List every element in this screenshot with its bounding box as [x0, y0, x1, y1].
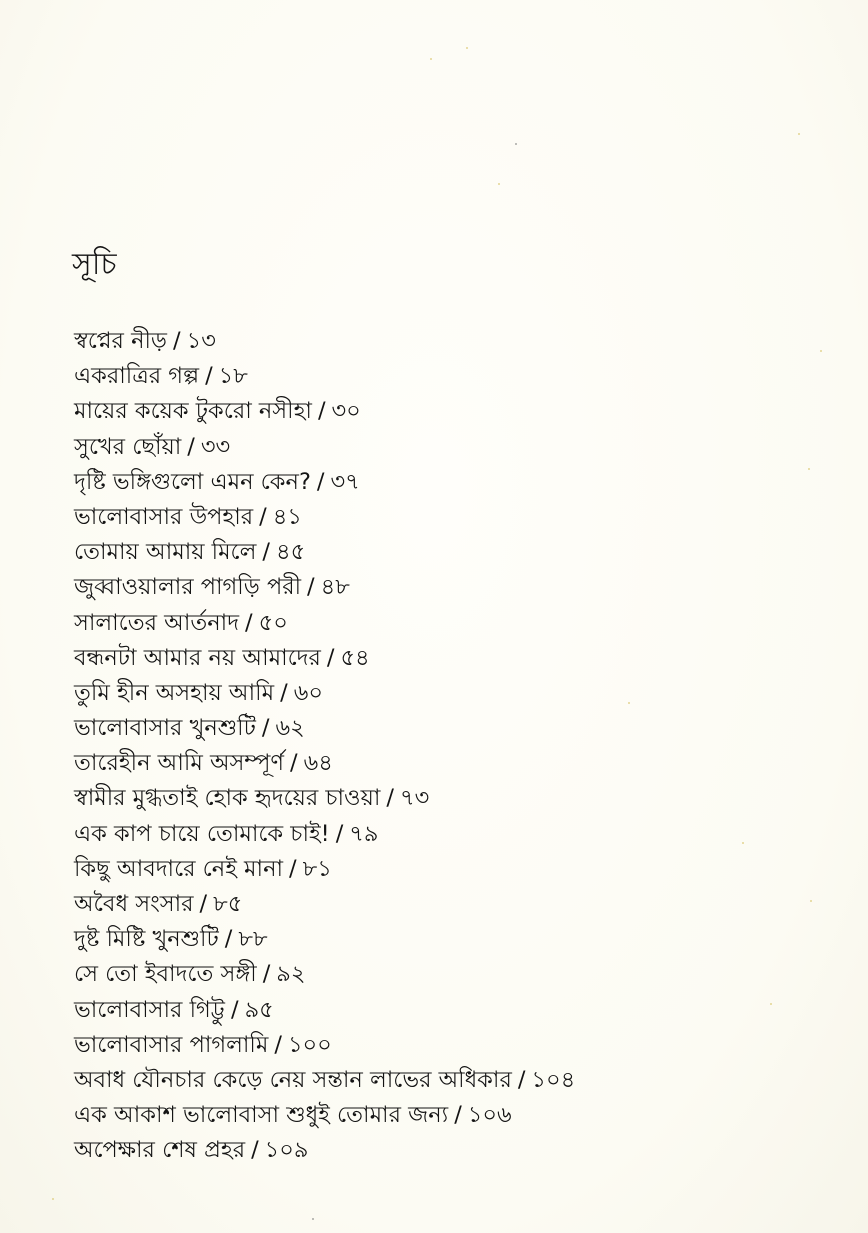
toc-entry-page: ৪৮	[320, 574, 350, 601]
paper-speck	[515, 143, 517, 145]
toc-entry-title: স্বপ্নের নীড়	[74, 328, 167, 354]
toc-entry-title: তুমি হীন অসহায় আমি	[74, 679, 275, 706]
toc-entry: স্বামীর মুগ্ধতাই হোক হৃদয়ের চাওয়া / ৭৩	[74, 785, 430, 812]
toc-entry-page: ৬২	[275, 715, 305, 742]
toc-entry: একরাত্রির গল্প / ১৮	[74, 363, 248, 390]
toc-entry: এক আকাশ ভালোবাসা শুধুই তোমার জন্য / ১০৬	[74, 1102, 512, 1129]
toc-entry: কিছু আবদারে নেই মানা / ৮১	[74, 855, 332, 882]
toc-entry-title: জুব্বাওয়ালার পাগড়ি পরী	[74, 574, 302, 601]
toc-entry: বন্ধনটা আমার নয় আমাদের / ৫৪	[74, 644, 370, 671]
toc-entry: সে তো ইবাদতে সঙ্গী / ৯২	[74, 961, 306, 988]
toc-entry-title: কিছু আবদারে নেই মানা	[74, 855, 284, 882]
toc-entry: মায়ের কয়েক টুকরো নসীহা / ৩০	[74, 398, 361, 425]
toc-entry-page: ৬৪	[303, 750, 333, 777]
toc-entry-title: এক কাপ চায়ে তোমাকে চাই!	[74, 820, 330, 847]
toc-entry: সুখের ছোঁয়া / ৩৩	[74, 433, 231, 460]
toc-entry: ভালোবাসার খুনশুটি / ৬২	[74, 715, 305, 742]
toc-entry: তোমায় আমায় মিলে / ৪৫	[74, 539, 306, 566]
toc-entry-page: ৫০	[258, 609, 288, 636]
toc-entry-title: অপেক্ষার শেষ প্রহর	[74, 1137, 246, 1164]
toc-entry-page: ১৩	[186, 328, 216, 354]
toc-entry-page: ১০৬	[467, 1102, 512, 1129]
toc-entry: সালাতের আর্তনাদ / ৫০	[74, 609, 288, 636]
toc-entry: অবৈধ সংসার / ৮৫	[74, 891, 243, 917]
paper-speck	[498, 183, 500, 185]
toc-entry-page: ৯২	[276, 961, 306, 988]
toc-entry-title: সুখের ছোঁয়া	[74, 433, 182, 460]
toc-entry: ভালোবাসার গিট্টু / ৯৫	[74, 996, 274, 1023]
toc-entry-title: দৃষ্টি ভঙ্গিগুলো এমন কেন?	[74, 468, 311, 495]
paper-speck	[430, 58, 432, 60]
toc-entry: অবাধ যৌনচার কেড়ে নেয় সন্তান লাভের অধিকার / ১০৪	[74, 1066, 576, 1093]
toc-entry: জুব্বাওয়ালার পাগড়ি পরী / ৪৮	[74, 574, 350, 601]
toc-entry-title: ভালোবাসার উপহার	[74, 503, 254, 530]
toc-entry-title: এক আকাশ ভালোবাসা শুধুই তোমার জন্য	[74, 1102, 449, 1129]
paper-speck	[312, 1218, 314, 1220]
toc-entry-page: ৮৫	[213, 891, 243, 917]
toc-entry-page: ৪৫	[275, 539, 306, 566]
toc-entry-page: ৯৫	[244, 996, 274, 1023]
toc-entry-title: ভালোবাসার পাগলামি	[74, 1031, 269, 1058]
toc-entry-title: তারেহীন আমি অসম্পূর্ণ	[74, 750, 285, 777]
toc-entry-title: মায়ের কয়েক টুকরো নসীহা	[74, 398, 312, 425]
table-of-contents	[74, 324, 834, 1169]
toc-entry-title: একরাত্রির গল্প	[74, 363, 200, 390]
toc-entry-page: ৪১	[272, 503, 302, 530]
paper-speck	[798, 133, 800, 135]
toc-entry: অপেক্ষার শেষ প্রহর / ১০৯	[74, 1137, 309, 1164]
toc-entry-title: স্বামীর মুগ্ধতাই হোক হৃদয়ের চাওয়া	[74, 785, 381, 812]
toc-entry: তুমি হীন অসহায় আমি / ৬০	[74, 679, 323, 706]
toc-entry-page: ১০৪	[531, 1066, 576, 1093]
toc-entry-page: ৫৪	[340, 644, 370, 671]
toc-entry-title: অবৈধ সংসার	[74, 891, 194, 917]
paper-speck	[466, 47, 468, 49]
toc-entry-title: সালাতের আর্তনাদ	[74, 609, 240, 636]
toc-entry: দৃষ্টি ভঙ্গিগুলো এমন কেন? / ৩৭	[74, 468, 360, 495]
toc-entry-page: ৮১	[302, 855, 332, 882]
toc-entry-page: ৭৩	[400, 785, 430, 812]
toc-entry-page: ১০৯	[264, 1137, 309, 1164]
toc-entry-title: ভালোবাসার খুনশুটি	[74, 715, 256, 742]
toc-entry-page: ৩৭	[330, 468, 360, 495]
toc-entry-title: বন্ধনটা আমার নয় আমাদের	[74, 644, 321, 671]
page-title: সূচি	[72, 247, 117, 282]
toc-entry: ভালোবাসার উপহার / ৪১	[74, 503, 302, 530]
toc-entry-title: অবাধ যৌনচার কেড়ে নেয় সন্তান লাভের অধিকার	[74, 1066, 512, 1093]
toc-entry-title: দুষ্ট মিষ্টি খুনশুটি	[74, 926, 219, 953]
toc-entry: ভালোবাসার পাগলামি / ১০০	[74, 1031, 332, 1058]
toc-entry: তারেহীন আমি অসম্পূর্ণ / ৬৪	[74, 750, 333, 777]
toc-entry: দুষ্ট মিষ্টি খুনশুটি / ৮৮	[74, 926, 268, 953]
toc-entry-page: ৮৮	[238, 926, 268, 953]
toc-entry-page: ৭৯	[349, 820, 379, 847]
toc-entry-page: ১৮	[218, 363, 248, 390]
toc-entry-title: সে তো ইবাদতে সঙ্গী	[74, 961, 257, 988]
toc-entry-page: ৩০	[331, 398, 361, 425]
toc-entry-title: তোমায় আমায় মিলে	[74, 539, 257, 566]
paper-speck	[52, 1198, 54, 1200]
toc-entry: এক কাপ চায়ে তোমাকে চাই! / ৭৯	[74, 820, 379, 847]
toc-entry-page: ১০০	[287, 1031, 332, 1058]
toc-entry-title: ভালোবাসার গিট্টু	[74, 996, 225, 1023]
toc-entry: স্বপ্নের নীড় / ১৩	[74, 328, 216, 354]
toc-entry-page: ৬০	[293, 679, 323, 706]
toc-entry-page: ৩৩	[200, 433, 231, 460]
